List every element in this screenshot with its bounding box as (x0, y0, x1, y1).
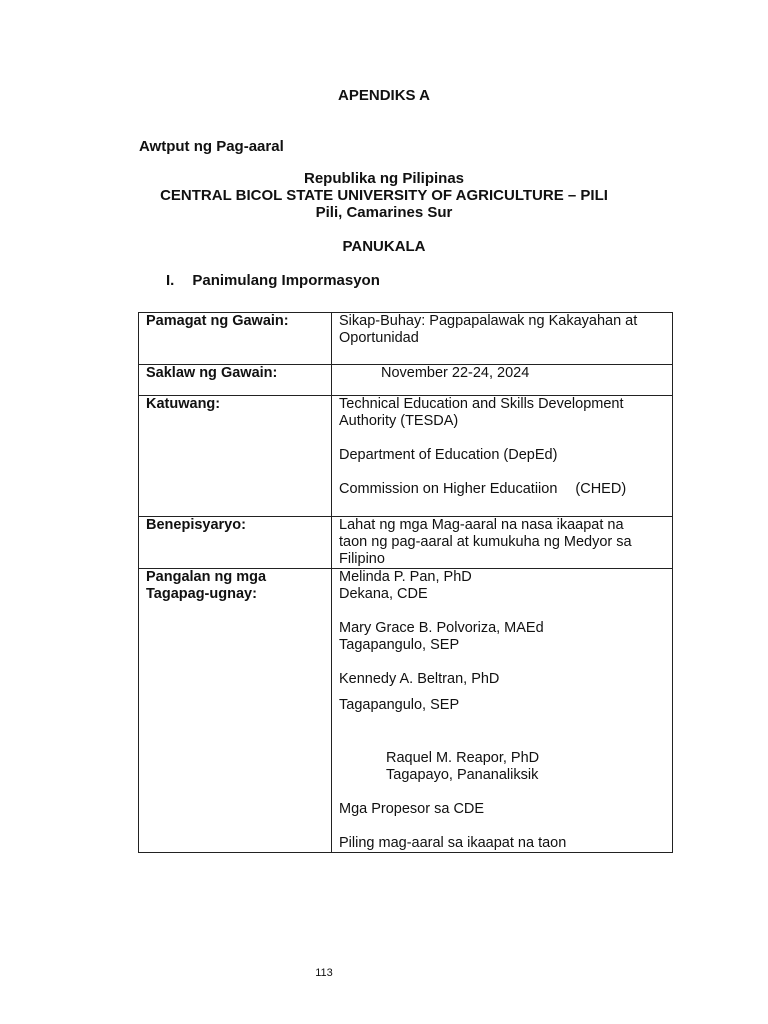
value-text: Commission on Higher Educatiion (339, 481, 558, 497)
row-label: Benepisyaryo: (139, 517, 332, 569)
value-line (339, 481, 672, 498)
label-line: Pangalan ng mga (146, 569, 267, 585)
table-row (139, 569, 673, 853)
value-line: Dekana, CDE (339, 586, 428, 602)
value-text: (CHED) (575, 481, 627, 497)
value-line: Kennedy A. Beltran, PhD (339, 671, 500, 687)
table-row (139, 396, 673, 517)
table-row (139, 313, 673, 365)
page-number: 113 (315, 967, 333, 979)
table-row (139, 517, 673, 569)
university-location: Pili, Camarines Sur (315, 204, 453, 221)
row-value (332, 569, 673, 853)
row-label: Saklaw ng Gawain: (139, 365, 332, 396)
value-line: Technical Education and Skills Development (339, 396, 624, 412)
value-line: November 22-24, 2024 (381, 365, 530, 381)
value-line: Tagapayo, Pananaliksik (386, 767, 539, 783)
row-value (332, 365, 673, 396)
row-value (332, 396, 673, 517)
section-heading (166, 272, 380, 289)
row-label: Pamagat ng Gawain: (139, 313, 332, 365)
value-line: Sikap-Buhay: Pagpapalawak ng Kakayahan at (339, 313, 638, 329)
appendix-title: APENDIKS A (338, 87, 430, 104)
value-line: Authority (TESDA) (339, 413, 459, 429)
value-line: Oportunidad (339, 330, 419, 346)
row-label (139, 569, 332, 853)
value-line: Raquel M. Reapor, PhD (386, 750, 540, 766)
section-title: Panimulang Impormasyon (192, 272, 380, 289)
value-line: Tagapangulo, SEP (339, 637, 460, 653)
value-line: Filipino (339, 551, 385, 567)
value-line: Melinda P. Pan, PhD (339, 569, 472, 585)
value-line: Tagapangulo, SEP (339, 697, 460, 713)
value-line: Department of Education (DepEd) (339, 447, 558, 463)
info-table (138, 312, 673, 853)
value-line: Lahat ng mga Mag-aaral na nasa ikaapat na (339, 517, 624, 533)
value-line: Mga Propesor sa CDE (339, 801, 485, 817)
row-value (332, 313, 673, 365)
label-line: Tagapag-ugnay: (146, 586, 257, 602)
section-label: Awtput ng Pag-aaral (139, 138, 284, 155)
table-row (139, 365, 673, 396)
proposal-title: PANUKALA (342, 238, 426, 255)
row-label: Katuwang: (139, 396, 332, 517)
value-line: Mary Grace B. Polvoriza, MAEd (339, 620, 544, 636)
republic-line: Republika ng Pilipinas (303, 170, 465, 187)
value-line: Piling mag-aaral sa ikaapat na taon (339, 835, 567, 851)
university-name: CENTRAL BICOL STATE UNIVERSITY OF AGRICULTURE – PILI (160, 187, 608, 204)
section-number: I. (166, 272, 175, 289)
value-line: taon ng pag-aaral at kumukuha ng Medyor sa (339, 534, 632, 550)
row-value (332, 517, 673, 569)
